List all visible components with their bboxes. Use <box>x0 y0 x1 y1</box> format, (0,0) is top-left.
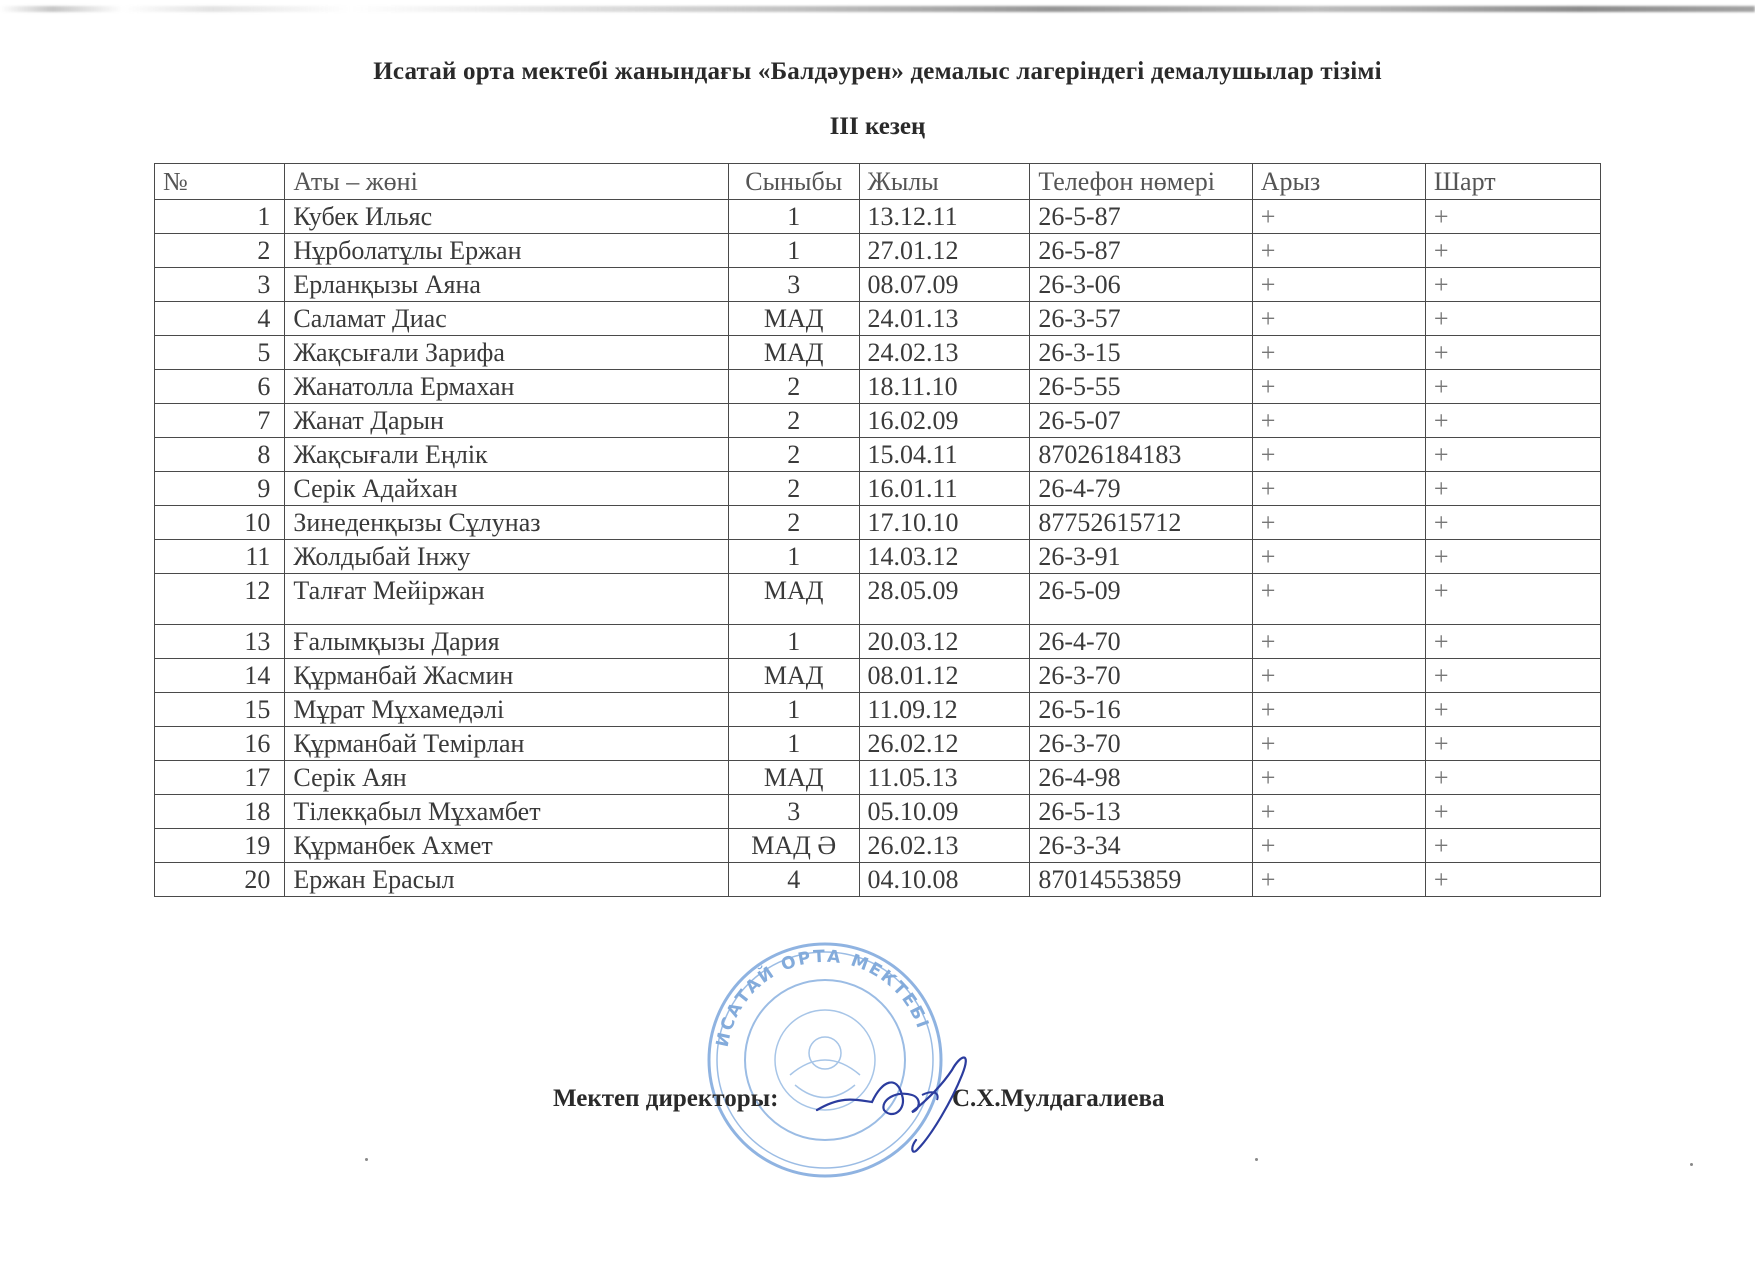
cell-number: 10 <box>155 506 285 540</box>
cell-year: 04.10.08 <box>859 863 1030 897</box>
cell-application: + <box>1252 336 1425 370</box>
cell-contract: + <box>1425 506 1600 540</box>
cell-number: 16 <box>155 727 285 761</box>
cell-contract: + <box>1425 693 1600 727</box>
cell-contract: + <box>1425 727 1600 761</box>
cell-year: 14.03.12 <box>859 540 1030 574</box>
cell-name: Құрманбай Темірлан <box>285 727 728 761</box>
cell-class: 1 <box>728 540 859 574</box>
cell-name: Саламат Диас <box>285 302 728 336</box>
cell-year: 17.10.10 <box>859 506 1030 540</box>
cell-number: 15 <box>155 693 285 727</box>
cell-name: Ғалымқызы Дария <box>285 625 728 659</box>
cell-application: + <box>1252 795 1425 829</box>
cell-phone: 26-3-34 <box>1030 829 1252 863</box>
cell-number: 8 <box>155 438 285 472</box>
table-row <box>155 438 1601 472</box>
cell-class: 2 <box>728 472 859 506</box>
cell-application: + <box>1252 302 1425 336</box>
cell-class: 1 <box>728 727 859 761</box>
document-subtitle: III кезең <box>829 113 926 140</box>
cell-number: 9 <box>155 472 285 506</box>
cell-year: 24.01.13 <box>859 302 1030 336</box>
table-row <box>155 795 1601 829</box>
cell-phone: 26-3-91 <box>1030 540 1252 574</box>
scan-speck <box>1255 1158 1258 1161</box>
cell-number: 20 <box>155 863 285 897</box>
cell-contract: + <box>1425 795 1600 829</box>
table-row <box>155 506 1601 540</box>
table-row <box>155 727 1601 761</box>
table-row <box>155 540 1601 574</box>
cell-contract: + <box>1425 234 1600 268</box>
cell-name: Жолдыбай Інжу <box>285 540 728 574</box>
cell-number: 11 <box>155 540 285 574</box>
cell-phone: 87014553859 <box>1030 863 1252 897</box>
cell-number: 17 <box>155 761 285 795</box>
cell-name: Жанатолла Ермахан <box>285 370 728 404</box>
table-row <box>155 863 1601 897</box>
cell-class: МАД <box>728 302 859 336</box>
cell-name: Құрманбай Жасмин <box>285 659 728 693</box>
cell-phone: 26-5-55 <box>1030 370 1252 404</box>
cell-number: 6 <box>155 370 285 404</box>
cell-name: Тілекқабыл Мұхамбет <box>285 795 728 829</box>
cell-number: 13 <box>155 625 285 659</box>
cell-year: 13.12.11 <box>859 200 1030 234</box>
cell-class: 3 <box>728 268 859 302</box>
cell-contract: + <box>1425 336 1600 370</box>
cell-phone: 26-5-87 <box>1030 234 1252 268</box>
cell-application: + <box>1252 863 1425 897</box>
cell-name: Серік Аян <box>285 761 728 795</box>
cell-application: + <box>1252 625 1425 659</box>
cell-year: 18.11.10 <box>859 370 1030 404</box>
cell-class: 1 <box>728 200 859 234</box>
cell-application: + <box>1252 506 1425 540</box>
cell-contract: + <box>1425 268 1600 302</box>
cell-contract: + <box>1425 200 1600 234</box>
cell-number: 12 <box>155 574 285 625</box>
cell-year: 20.03.12 <box>859 625 1030 659</box>
cell-application: + <box>1252 404 1425 438</box>
cell-phone: 26-5-07 <box>1030 404 1252 438</box>
cell-phone: 26-5-09 <box>1030 574 1252 625</box>
table-row <box>155 693 1601 727</box>
cell-number: 7 <box>155 404 285 438</box>
cell-phone: 26-4-79 <box>1030 472 1252 506</box>
director-label: Мектеп директоры: <box>553 1085 779 1112</box>
cell-class: МАД <box>728 659 859 693</box>
cell-application: + <box>1252 693 1425 727</box>
cell-name: Ерланқызы Аяна <box>285 268 728 302</box>
cell-class: 2 <box>728 438 859 472</box>
cell-application: + <box>1252 472 1425 506</box>
cell-phone: 26-5-87 <box>1030 200 1252 234</box>
header-phone: Телефон нөмері <box>1030 164 1252 200</box>
cell-contract: + <box>1425 472 1600 506</box>
cell-phone: 26-3-70 <box>1030 727 1252 761</box>
cell-application: + <box>1252 200 1425 234</box>
cell-name: Талғат Мейіржан <box>285 574 728 625</box>
cell-name: Кубек Ильяс <box>285 200 728 234</box>
cell-class: 4 <box>728 863 859 897</box>
header-class: Сыныбы <box>728 164 859 200</box>
cell-phone: 26-5-16 <box>1030 693 1252 727</box>
cell-application: + <box>1252 370 1425 404</box>
cell-number: 19 <box>155 829 285 863</box>
cell-name: Ержан Ерасыл <box>285 863 728 897</box>
table-row <box>155 574 1601 625</box>
table-row <box>155 625 1601 659</box>
cell-phone: 26-3-57 <box>1030 302 1252 336</box>
cell-name: Жақсығали Зарифа <box>285 336 728 370</box>
table-header-row <box>155 164 1601 200</box>
cell-phone: 26-4-70 <box>1030 625 1252 659</box>
cell-year: 11.05.13 <box>859 761 1030 795</box>
table-row <box>155 200 1601 234</box>
cell-name: Жақсығали Еңлік <box>285 438 728 472</box>
table-row <box>155 370 1601 404</box>
cell-class: МАД <box>728 761 859 795</box>
director-signature <box>812 1040 992 1160</box>
cell-contract: + <box>1425 625 1600 659</box>
cell-phone: 26-4-98 <box>1030 761 1252 795</box>
header-contract: Шарт <box>1425 164 1600 200</box>
cell-year: 15.04.11 <box>859 438 1030 472</box>
table-row <box>155 404 1601 438</box>
stamp-text: ИСАТАЙ ОРТА МЕКТЕБІ <box>712 946 933 1049</box>
cell-year: 26.02.13 <box>859 829 1030 863</box>
table-row <box>155 336 1601 370</box>
cell-phone: 26-3-15 <box>1030 336 1252 370</box>
table-row <box>155 761 1601 795</box>
cell-contract: + <box>1425 574 1600 625</box>
cell-name: Жанат Дарын <box>285 404 728 438</box>
cell-phone: 87752615712 <box>1030 506 1252 540</box>
cell-class: МАД Ә <box>728 829 859 863</box>
cell-contract: + <box>1425 761 1600 795</box>
header-year: Жылы <box>859 164 1030 200</box>
table-body <box>155 200 1601 897</box>
participants-table <box>154 163 1601 897</box>
cell-class: МАД <box>728 574 859 625</box>
table-row <box>155 829 1601 863</box>
cell-class: МАД <box>728 336 859 370</box>
cell-contract: + <box>1425 438 1600 472</box>
cell-phone: 26-3-70 <box>1030 659 1252 693</box>
cell-year: 05.10.09 <box>859 795 1030 829</box>
cell-class: 2 <box>728 370 859 404</box>
scan-speck <box>365 1158 368 1161</box>
cell-contract: + <box>1425 863 1600 897</box>
table-row <box>155 268 1601 302</box>
director-name: С.Х.Мулдагалиева <box>952 1085 1165 1112</box>
cell-year: 28.05.09 <box>859 574 1030 625</box>
cell-year: 26.02.12 <box>859 727 1030 761</box>
cell-class: 1 <box>728 234 859 268</box>
cell-number: 3 <box>155 268 285 302</box>
table-row <box>155 659 1601 693</box>
cell-application: + <box>1252 438 1425 472</box>
header-name: Аты – жөні <box>285 164 728 200</box>
document-title: Исатай орта мектебі жанындағы «Балдәурен» демалыс лагеріндегі демалушылар тізімі <box>373 58 1382 85</box>
cell-number: 2 <box>155 234 285 268</box>
scan-edge-artifact <box>0 6 1755 12</box>
cell-year: 16.02.09 <box>859 404 1030 438</box>
cell-class: 2 <box>728 404 859 438</box>
cell-year: 16.01.11 <box>859 472 1030 506</box>
cell-application: + <box>1252 829 1425 863</box>
cell-number: 5 <box>155 336 285 370</box>
cell-contract: + <box>1425 829 1600 863</box>
cell-application: + <box>1252 761 1425 795</box>
cell-contract: + <box>1425 540 1600 574</box>
header-number: № <box>155 164 285 200</box>
cell-name: Мұрат Мұхамедәлі <box>285 693 728 727</box>
cell-year: 24.02.13 <box>859 336 1030 370</box>
cell-contract: + <box>1425 302 1600 336</box>
cell-number: 18 <box>155 795 285 829</box>
cell-phone: 26-3-06 <box>1030 268 1252 302</box>
cell-year: 08.07.09 <box>859 268 1030 302</box>
cell-application: + <box>1252 659 1425 693</box>
cell-application: + <box>1252 540 1425 574</box>
cell-contract: + <box>1425 404 1600 438</box>
cell-application: + <box>1252 727 1425 761</box>
cell-contract: + <box>1425 659 1600 693</box>
cell-name: Құрманбек Ахмет <box>285 829 728 863</box>
cell-name: Серік Адайхан <box>285 472 728 506</box>
cell-name: Зинеденқызы Сұлуназ <box>285 506 728 540</box>
cell-name: Нұрболатұлы Ержан <box>285 234 728 268</box>
cell-number: 4 <box>155 302 285 336</box>
cell-class: 2 <box>728 506 859 540</box>
cell-year: 11.09.12 <box>859 693 1030 727</box>
cell-phone: 87026184183 <box>1030 438 1252 472</box>
cell-number: 1 <box>155 200 285 234</box>
cell-year: 08.01.12 <box>859 659 1030 693</box>
cell-class: 1 <box>728 693 859 727</box>
cell-phone: 26-5-13 <box>1030 795 1252 829</box>
cell-application: + <box>1252 234 1425 268</box>
cell-application: + <box>1252 574 1425 625</box>
table-row <box>155 472 1601 506</box>
cell-class: 3 <box>728 795 859 829</box>
table-row <box>155 302 1601 336</box>
header-application: Арыз <box>1252 164 1425 200</box>
table-row <box>155 234 1601 268</box>
cell-class: 1 <box>728 625 859 659</box>
cell-application: + <box>1252 268 1425 302</box>
scan-speck <box>1690 1163 1693 1166</box>
cell-contract: + <box>1425 370 1600 404</box>
cell-year: 27.01.12 <box>859 234 1030 268</box>
cell-number: 14 <box>155 659 285 693</box>
